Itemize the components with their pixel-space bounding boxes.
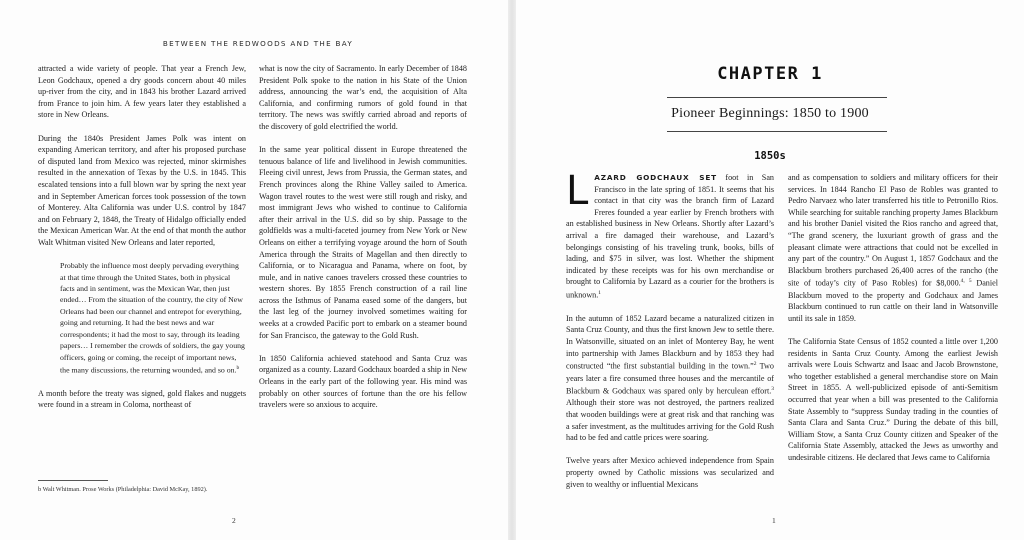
running-head: BETWEEN THE REDWOODS AND THE BAY xyxy=(162,39,354,48)
footnote-marker: 2 xyxy=(753,361,757,368)
chapter-label: CHAPTER 1 xyxy=(717,64,823,84)
block-quote-text: Probably the influence most deeply pervading everything at that time through the United States, both in physical facts and in sentiment, was the Mexican War, then just ended… From the situation of the country, the city of New Orleans had been our channel and entrepot for everything, going and returning. It had the best news and war correspondents; it had the most to say, through its leading papers… I remember the crowds of soldiers, the gay young officers, going or coming, the receipt of important news, the many discussions, the returning wounded, and so on. xyxy=(60,261,245,375)
paragraph: attracted a wide variety of people. That year a French Jew, Leon Godchaux, opened a dry goods concern about 40 miles up-river from the city, and in 1843 his brother Lazard arrived from France to join him. A few years later they established a store in New Orleans. xyxy=(38,64,246,120)
drop-cap: L xyxy=(566,168,589,214)
right-page-column-1 xyxy=(566,168,774,502)
paragraph xyxy=(788,172,998,324)
footnote-marker: 3 xyxy=(771,386,774,393)
paragraph-text: Daniel Blackburn moved to the property and Godchaux and James Blackburn continued to run cattle on their land in Watsonville until its sale in 1859. xyxy=(788,279,998,323)
left-page-column-2 xyxy=(259,63,467,422)
paragraph-text: Two years later a fire consumed three houses and the mercantile of Blackburn & Godchaux was spared only by herculean effort. xyxy=(566,361,774,396)
paragraph: Twelve years after Mexico achieved independence from Spain property owned by Catholic missions was secularized and given to wealthy or influential Mexicans xyxy=(566,456,774,489)
chapter-title: Pioneer Beginnings: 1850 to 1900 xyxy=(671,106,869,121)
page-number: 2 xyxy=(232,516,236,525)
paragraph: In the same year political dissent in Europe threatened the tenuous balance of life and livelihood in Jewish communities. Fleeing civil unrest, Jews from Prussia, the German states, and French provinces along the Rhine Valley sailed to America. Wagon travel routes to the west were still rough and risky, and most immigrant Jews who wished to continue to California after their arrival in the U.S. did so by ship. Passage to the goldfields was a multi-faceted journey from New York or New Orleans on either a terrifying voyage around the horn of South America through the Straits of Magellan and then directly to California, or to Nicaragua and Panama, where on foot, by mule, and in native canoes travelers crossed these countries to western shores. By 1855 French construction of a rail line across the Isthmus of Panama eased some of the dangers, but the last leg of the journey involved sometimes waiting for weeks at a crowded Pacific port to embark on a steamer bound for San Francisco, the gateway to the Gold Rush. xyxy=(259,145,467,340)
paragraph: The California State Census of 1852 counted a little over 1,200 residents in Santa Cruz County. Among the earliest Jewish arrivals were Louis Schwartz and Isaac and Jacob Brownstone, who together established a general merchandise store on Main Street in 1855. A well-publicized episode of anti-Semitism occurred that year when a bill was presented to the California State Assembly to “suppress Sunday trading in the counties of Santa Clara and Santa Cruz.” During the debate of this bill, William Stow, a Santa Cruz County citizen and Speaker of the California State Assembly, attacked the Jews as unworthy and undesirable citizens. He declared that Jews came to California xyxy=(788,337,998,462)
right-page-column-2 xyxy=(788,172,998,475)
left-page-column-1 xyxy=(38,63,246,423)
page-number: 1 xyxy=(772,516,776,525)
title-rule-top xyxy=(667,97,887,98)
title-rule-bottom xyxy=(667,131,887,132)
block-quote xyxy=(38,260,246,376)
paragraph-text: Although their store was not destroyed, the partners realized that wooden buildings were at great risk and that ranching was a safer investment, as the multitudes arriving for the Gold Rush had to be fed and cattle prices were soaring. xyxy=(566,398,774,443)
footnote-marker: 4, 5 xyxy=(960,278,972,285)
paragraph xyxy=(566,313,774,444)
paragraph: what is now the city of Sacramento. In early December of 1848 President Polk spoke to the nation in his State of the Union address, announcing the war’s end, the acquisition of Alta California, and confirming rumors of gold found in that territory. The news was swiftly carried abroad and reports of the discovery of gold electrified the world. xyxy=(259,64,467,131)
paragraph: In 1850 California achieved statehood and Santa Cruz was organized as a county. Lazard Godchaux boarded a ship in New Orleans in the early part of the following year. His mind was probably on other sources of fortune than the ore his fellow travelers were so anxious to acquire. xyxy=(259,353,467,410)
left-page xyxy=(0,0,508,540)
footnote-rule xyxy=(38,480,108,481)
paragraph: During the 1840s President James Polk was intent on expanding American territory, and after his proposed purchase of disputed land from Mexico was rejected, minor skirmishes resulted in the annexation of Texas by the U.S. in 1845. This escalated tensions into a full blown war by spring the next year and in September American forces took possession of the town of Monterey. Alta California was under U.S. control by 1847 and on February 2, 1848, the Treaty of Hidalgo officially ended the Mexican American War. At the end of that month the author Walt Whitman visited New Orleans and later reported, xyxy=(38,133,246,247)
paragraph-text: foot in San Francisco in the late spring of 1851. It seems that his contact in that city was the branch firm of Lazard Freres founded a year earlier by French brothers with an established business in New Orleans. Shortly after Lazard’s arrival a fire damaged their warehouse, and Lazard’s belongings consisting of his traveling trunk, books, bills of lading, and $75 in silver, was lost. Whether the shipment indicated by these receipts was for his own merchandise or brought to California by Lazard as a courier for the brothers is unknown. xyxy=(566,173,774,300)
paragraph-text: In the autumn of 1852 Lazard became a naturalized citizen in Santa Cruz County, and thus the first known Jew to settle there. In Watsonville, situated on an inlet of Monterey Bay, he went into partnership with James Blackburn and by 1853 they had constructed “the first substantial building in the town.” xyxy=(566,313,774,371)
footnote-marker: b xyxy=(236,365,240,372)
paragraph: A month before the treaty was signed, gold flakes and nuggets were found in a stream in Coloma, northeast of xyxy=(38,388,246,410)
lead-in-text: AZARD GODCHAUX SET xyxy=(594,173,717,182)
paragraph-text: and as compensation to soldiers and military officers for their services. In 1844 Rancho El Paso de Robles was granted to Pedro Narvaez who later transferred his title to Petronillo Rios. While searching for suitable ranching property James Blackburn and his brother Daniel visited the Rios rancho and agreed that, “The grand scenery, the luxuriant growth of grass and the pleasant climate were attractions that could not be excelled in any part of the country.” On August 1, 1857 Godchaux and the Blackburn brothers purchased 26,400 acres of the rancho (the site of today’s city of Paso Robles) for $8,000. xyxy=(788,173,998,289)
right-page xyxy=(516,0,1024,540)
paragraph xyxy=(566,168,774,301)
section-heading: 1850s xyxy=(754,150,786,162)
footnote: b Walt Whitman. Prose Works (Philadelphia: David McKay, 1892). xyxy=(38,486,208,493)
footnote-marker: 1 xyxy=(598,289,602,296)
